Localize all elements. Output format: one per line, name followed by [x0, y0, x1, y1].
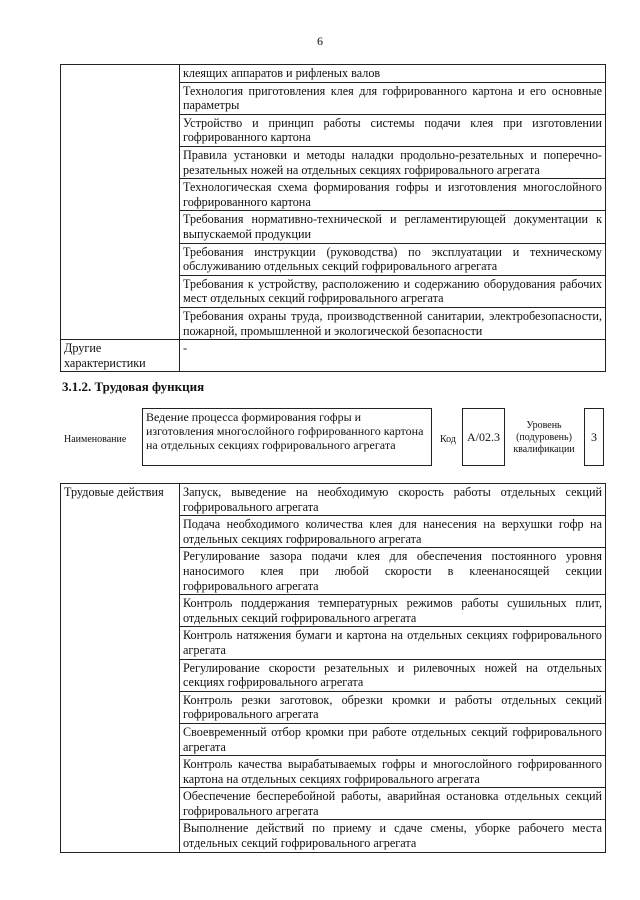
qualification-level: 3 — [584, 408, 604, 466]
knowledge-table — [60, 64, 606, 372]
knowledge-item: Требования охраны труда, производственной санитарии, электробезопасности, пожарной, промышленной и экологической безопасности — [180, 307, 606, 339]
knowledge-item: Требования нормативно-технической и регламентирующей документации к выпускаемой продукции — [180, 211, 606, 243]
labor-action: Контроль резки заготовок, обрезки кромки и работы отдельных секций гофрировального агрегата — [180, 691, 606, 723]
labor-action: Контроль поддержания температурных режимов работы сушильных плит, отдельных секций гофрировального агрегата — [180, 595, 606, 627]
page-number: 6 — [317, 34, 323, 48]
table-row — [61, 340, 606, 372]
labor-action: Контроль натяжения бумаги и картона на отдельных секциях гофрировального агрегата — [180, 627, 606, 659]
labor-action: Запуск, выведение на необходимую скорость работы отдельных секций гофрировального агрегата — [180, 484, 606, 516]
knowledge-item: Требования к устройству, расположению и содержанию оборудования рабочих мест отдельных секций гофрировального агрегата — [180, 275, 606, 307]
labor-action: Обеспечение бесперебойной работы, аварийная остановка отдельных секций гофрировального агрегата — [180, 788, 606, 820]
section-title: 3.1.2. Трудовая функция — [62, 379, 205, 394]
knowledge-item: Технология приготовления клея для гофрированного картона и его основные параметры — [180, 82, 606, 114]
labor-action: Регулирование зазора подачи клея для обеспечения постоянного уровня наносимого клея при любой скорости в клеенаносящей секции гофрировального агрегата — [180, 548, 606, 595]
other-characteristics-label: Другие характеристики — [61, 340, 180, 372]
level-label: Уровень (подуровень) квалификации — [513, 420, 575, 455]
labor-action: Контроль качества вырабатываемых гофры и многослойного гофрированного картона на отдельных секциях гофрировального агрегата — [180, 756, 606, 788]
knowledge-item: клеящих аппаратов и рифленых валов — [180, 65, 606, 83]
function-code: А/02.3 — [462, 408, 505, 466]
code-label: Код — [440, 434, 456, 445]
name-label: Наименование — [64, 434, 127, 445]
knowledge-item: Требования инструкции (руководства) по эксплуатации и техническому обслуживанию отдельных секций гофрировального агрегата — [180, 243, 606, 275]
labor-actions-table — [60, 483, 606, 853]
other-characteristics-value: - — [180, 340, 606, 372]
function-header — [62, 408, 608, 468]
knowledge-item: Устройство и принцип работы системы подачи клея при изготовлении гофрированного картона — [180, 114, 606, 146]
labor-action: Подача необходимого количества клея для нанесения на верхушки гофр на отдельных секциях гофрировального агрегата — [180, 516, 606, 548]
knowledge-item: Правила установки и методы наладки продольно-резательных и поперечно-резательных ножей на отдельных секциях гофрировального агрегата — [180, 146, 606, 178]
knowledge-item: Технологическая схема формирования гофры и изготовления многослойного гофрированного картона — [180, 179, 606, 211]
labor-action: Выполнение действий по приему и сдаче смены, уборке рабочего места отдельных секций гофрировального агрегата — [180, 820, 606, 852]
function-name: Ведение процесса формирования гофры и изготовления многослойного гофрированного картона на отдельных секциях гофрировального агрегата — [142, 408, 432, 466]
labor-action: Регулирование скорости резательных и рилевочных ножей на отдельных секциях гофрировального агрегата — [180, 659, 606, 691]
table-row — [61, 484, 606, 516]
labor-actions-label: Трудовые действия — [61, 484, 180, 853]
table-cell-empty — [61, 65, 180, 340]
labor-action: Своевременный отбор кромки при работе отдельных секций гофрировального агрегата — [180, 723, 606, 755]
table-row — [61, 65, 606, 83]
